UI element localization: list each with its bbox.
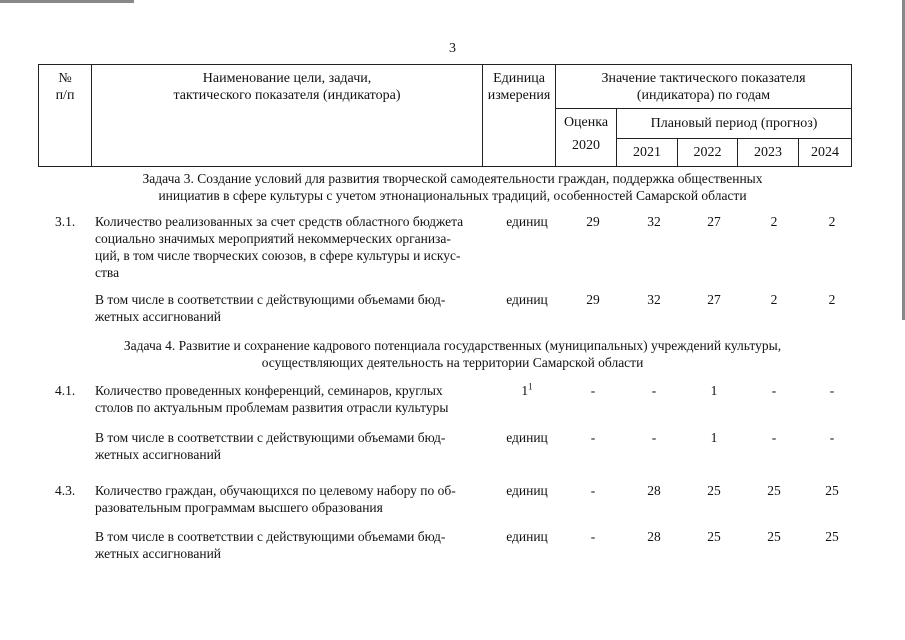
scan-artifact-top bbox=[0, 0, 134, 3]
header-col-unit: Единица измерения bbox=[483, 65, 556, 167]
value-2021: - bbox=[651, 383, 657, 398]
value-2024: 2 bbox=[828, 214, 836, 229]
task-heading: Задача 4. Развитие и сохранение кадрового потенциала государственных (муниципальных) учреждений культуры, осуществляющих деятельность на территории Самарской области bbox=[123, 338, 782, 370]
value-2022: 25 bbox=[707, 529, 721, 544]
value-2023: 2 bbox=[770, 214, 778, 229]
value-2023: 2 bbox=[770, 292, 778, 307]
value-2024: - bbox=[829, 383, 835, 398]
value-2020: - bbox=[590, 483, 596, 498]
value-2020: - bbox=[590, 383, 596, 398]
header-year-2022: 2022 bbox=[678, 139, 738, 167]
value-2023: - bbox=[771, 383, 777, 398]
row-number: 4.1. bbox=[55, 383, 76, 398]
value-2021: 32 bbox=[647, 292, 661, 307]
task-heading: Задача 3. Создание условий для развития творческой самодеятельности граждан, поддержка общественных инициатив в сфере культуры с учетом этнонациональных традиций, особенностей Самарской области bbox=[142, 171, 763, 203]
value-2024: 25 bbox=[825, 483, 839, 498]
value-2023: 25 bbox=[767, 529, 781, 544]
row-name: Количество проведенных конференций, семинаров, круглых столов по актуальным проблемам развития отрасли культуры bbox=[95, 383, 449, 415]
value-2024: - bbox=[829, 430, 835, 445]
row-number: 4.3. bbox=[55, 483, 76, 498]
value-2021: 28 bbox=[647, 529, 661, 544]
row-name: Количество реализованных за счет средств областного бюджета социально значимых мероприятий некоммерческих организа- ций, в том числе творческих союзов, в сфере культуры и искус- ства bbox=[95, 214, 464, 280]
page-number: 3 bbox=[449, 41, 456, 56]
value-2022: 25 bbox=[707, 483, 721, 498]
header-year-2021: 2021 bbox=[617, 139, 678, 167]
row-unit: единиц bbox=[506, 214, 548, 229]
value-2020: 29 bbox=[586, 292, 600, 307]
footnote-marker: 1 bbox=[528, 381, 533, 392]
value-2024: 2 bbox=[828, 292, 836, 307]
row-unit: единиц bbox=[506, 529, 548, 544]
value-2021: 32 bbox=[647, 214, 661, 229]
header-table bbox=[38, 64, 852, 167]
row-number: 3.1. bbox=[55, 214, 76, 229]
row-unit: единиц bbox=[506, 483, 548, 498]
value-2020: - bbox=[590, 430, 596, 445]
row-unit: единиц bbox=[506, 292, 548, 307]
row-name: Количество граждан, обучающихся по целевому набору по об- разовательным программам высшего образования bbox=[95, 483, 456, 515]
value-2020: - bbox=[590, 529, 596, 544]
header-col-number: № п/п bbox=[39, 65, 92, 167]
row-name: В том числе в соответствии с действующими объемами бюд- жетных ассигнований bbox=[95, 529, 446, 561]
value-2021: - bbox=[651, 430, 657, 445]
value-2022: 1 bbox=[710, 383, 718, 398]
header-plan-period: Плановый период (прогноз) bbox=[617, 109, 852, 139]
value-2023: - bbox=[771, 430, 777, 445]
value-2022: 27 bbox=[707, 214, 721, 229]
value-2022: 1 bbox=[710, 430, 718, 445]
header-col-name: Наименование цели, задачи, тактического показателя (индикатора) bbox=[92, 65, 483, 167]
row-name: В том числе в соответствии с действующими объемами бюд- жетных ассигнований bbox=[95, 292, 446, 324]
value-2022: 27 bbox=[707, 292, 721, 307]
header-year-2024: 2024 bbox=[799, 139, 852, 167]
row-unit: единиц bbox=[506, 430, 548, 445]
value-2023: 25 bbox=[767, 483, 781, 498]
value-2024: 25 bbox=[825, 529, 839, 544]
row-name: В том числе в соответствии с действующими объемами бюд- жетных ассигнований bbox=[95, 430, 446, 462]
header-year-2023: 2023 bbox=[738, 139, 799, 167]
value-2021: 28 bbox=[647, 483, 661, 498]
header-estimate: Оценка 2020 bbox=[556, 109, 617, 167]
row-unit: $1^1$ bbox=[521, 381, 533, 398]
header-col-values: Значение тактического показателя (индикатора) по годам bbox=[556, 65, 852, 109]
value-2020: 29 bbox=[586, 214, 600, 229]
